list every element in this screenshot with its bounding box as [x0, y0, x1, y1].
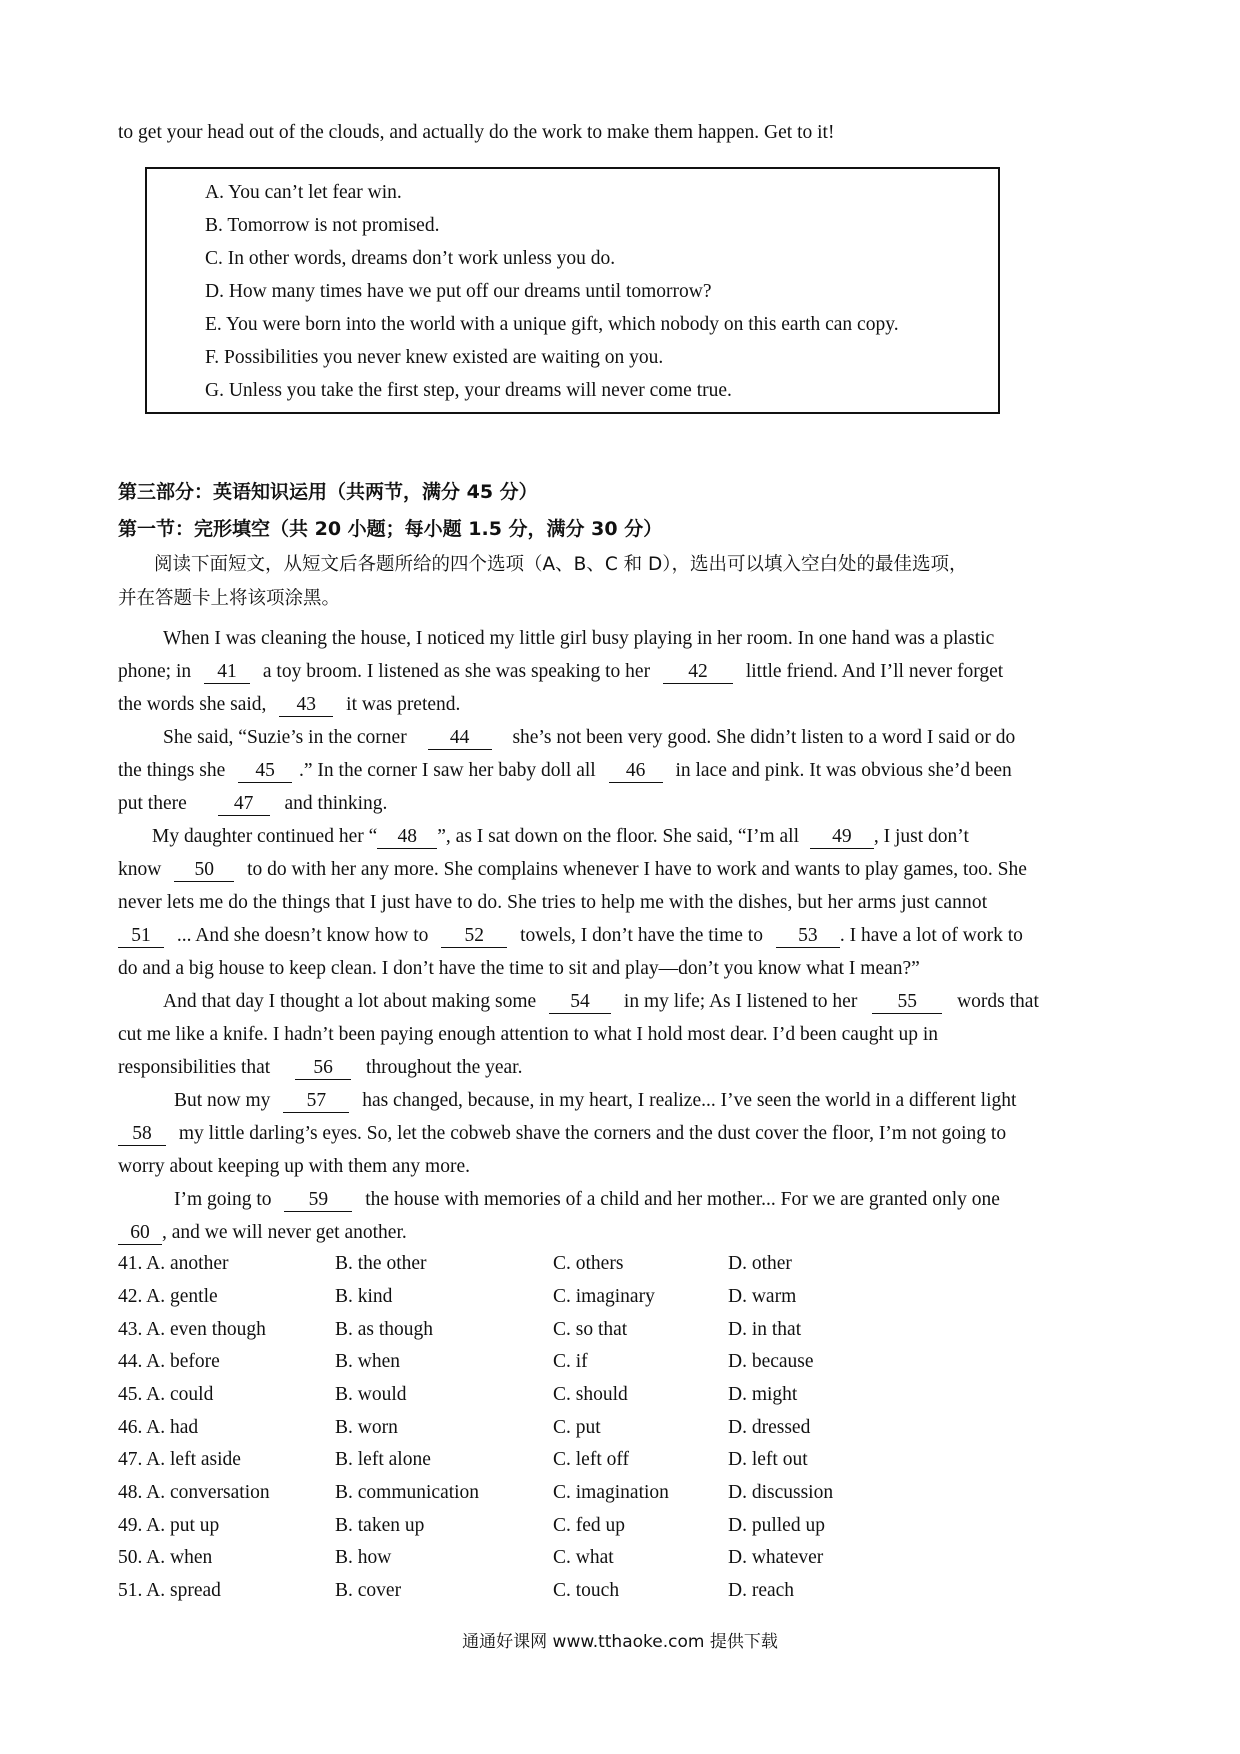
- passage-text: , and we will never get another.: [162, 1222, 407, 1243]
- passage-line: [118, 688, 1128, 721]
- passage-text: a toy broom. I listened as she was speaking to her: [262, 661, 651, 682]
- question-option-c: C. if: [553, 1351, 588, 1372]
- option-b: B. Tomorrow is not promised.: [205, 215, 440, 236]
- question-option-d: D. pulled up: [728, 1515, 825, 1536]
- question-option-d: D. left out: [728, 1449, 808, 1470]
- question-option-a: 46. A. had: [118, 1417, 199, 1438]
- passage-text: phone; in: [118, 661, 192, 682]
- passage-text: know: [118, 859, 162, 880]
- question-option-d: D. other: [728, 1253, 792, 1274]
- question-option-b: B. left alone: [335, 1449, 431, 1470]
- passage-text: she’s not been very good. She didn’t listen to a word I said or do: [512, 727, 1016, 748]
- question-option-d: D. warm: [728, 1286, 797, 1307]
- question-option-b: B. worn: [335, 1417, 398, 1438]
- passage-line: [118, 787, 1128, 820]
- question-option-d: D. dressed: [728, 1417, 811, 1438]
- blank-45: 45: [238, 760, 292, 783]
- passage-line: [152, 820, 1162, 853]
- passage-text: has changed, because, in my heart, I realize... I’ve seen the world in a different light: [362, 1090, 1017, 1111]
- question-option-a: 45. A. could: [118, 1384, 214, 1405]
- question-option-c: C. put: [553, 1417, 601, 1438]
- part3-heading: 第三部分：英语知识运用（共两节，满分 45 分）: [118, 481, 538, 503]
- passage-line: [118, 754, 1128, 787]
- passage-text: And that day I thought a lot about making some: [163, 991, 537, 1012]
- passage-line: [118, 1051, 1128, 1084]
- section1-heading: 第一节：完形填空（共 20 小题；每小题 1.5 分，满分 30 分）: [118, 518, 663, 540]
- passage-text: . I have a lot of work to: [839, 925, 1023, 946]
- question-option-c: C. touch: [553, 1580, 620, 1601]
- passage-line: [118, 1216, 1128, 1249]
- question-option-d: D. in that: [728, 1319, 802, 1340]
- blank-57: 57: [283, 1090, 349, 1113]
- passage-text: put there: [118, 793, 187, 814]
- blank-52: 52: [441, 925, 507, 948]
- passage-text: little friend. And I’ll never forget: [745, 661, 1004, 682]
- blank-53: 53: [776, 925, 840, 948]
- passage-text: in my life; As I listened to her: [623, 991, 858, 1012]
- question-option-a: 44. A. before: [118, 1351, 220, 1372]
- passage-line: When I was cleaning the house, I noticed my little girl busy playing in her room. In one hand was a plastic: [163, 628, 995, 649]
- question-option-a: 43. A. even though: [118, 1319, 266, 1340]
- question-option-b: B. taken up: [335, 1515, 425, 1536]
- question-option-c: C. imagination: [553, 1482, 669, 1503]
- passage-text: words that: [957, 991, 1039, 1012]
- passage-text: in lace and pink. It was obvious she’d been: [675, 760, 1012, 781]
- question-option-b: B. when: [335, 1351, 400, 1372]
- question-option-d: D. might: [728, 1384, 798, 1405]
- passage-line: do and a big house to keep clean. I don’t have the time to sit and play—don’t you know what I mean?”: [118, 958, 920, 979]
- question-option-b: B. kind: [335, 1286, 393, 1307]
- passage-text: My daughter continued her “: [152, 826, 378, 847]
- passage-text: ... And she doesn’t know how to: [176, 925, 429, 946]
- passage-line: worry about keeping up with them any more.: [118, 1156, 470, 1177]
- question-option-a: 49. A. put up: [118, 1515, 220, 1536]
- question-option-a: 50. A. when: [118, 1547, 213, 1568]
- blank-55: 55: [872, 991, 942, 1014]
- question-option-a: 48. A. conversation: [118, 1482, 270, 1503]
- option-g: G. Unless you take the first step, your dreams will never come true.: [205, 380, 732, 401]
- passage-text: throughout the year.: [365, 1057, 523, 1078]
- passage-line: [174, 1183, 1184, 1216]
- question-option-d: D. because: [728, 1351, 814, 1372]
- blank-51: 51: [118, 925, 164, 948]
- passage-line: [174, 1084, 1184, 1117]
- passage-text: the words she said,: [118, 694, 267, 715]
- passage-text: it was pretend.: [346, 694, 461, 715]
- question-option-c: C. others: [553, 1253, 624, 1274]
- passage-text: the house with memories of a child and her mother... For we are granted only one: [365, 1189, 1000, 1210]
- passage-text: I’m going to: [174, 1189, 272, 1210]
- blank-47: 47: [218, 793, 270, 816]
- option-c: C. In other words, dreams don’t work unless you do.: [205, 248, 616, 269]
- blank-46: 46: [609, 760, 663, 783]
- blank-48: 48: [377, 826, 437, 849]
- passage-text: ”, as I sat down on the floor. She said, “I’m all: [437, 826, 800, 847]
- instruction-line-1: 阅读下面短文，从短文后各题所给的四个选项（A、B、C 和 D），选出可以填入空白处的最佳选项，: [154, 554, 968, 575]
- passage-text: She said, “Suzie’s in the corner: [163, 727, 407, 748]
- question-option-a: 42. A. gentle: [118, 1286, 218, 1307]
- passage-text: But now my: [174, 1090, 271, 1111]
- passage-text: .” In the corner I saw her baby doll all: [299, 760, 596, 781]
- blank-49: 49: [810, 826, 874, 849]
- passage-line: [118, 853, 1128, 886]
- blank-60: 60: [118, 1222, 162, 1245]
- option-a: A. You can’t let fear win.: [205, 182, 402, 203]
- passage-line: [118, 655, 1128, 688]
- blank-50: 50: [174, 859, 234, 882]
- blank-43: 43: [279, 694, 333, 717]
- question-option-c: C. imaginary: [553, 1286, 655, 1307]
- question-option-b: B. would: [335, 1384, 407, 1405]
- blank-56: 56: [295, 1057, 351, 1080]
- passage-text: responsibilities that: [118, 1057, 271, 1078]
- blank-58: 58: [118, 1123, 166, 1146]
- passage-line: [163, 721, 1173, 754]
- question-option-c: C. so that: [553, 1319, 628, 1340]
- question-option-c: C. should: [553, 1384, 628, 1405]
- blank-59: 59: [284, 1189, 352, 1212]
- question-option-c: C. what: [553, 1547, 614, 1568]
- blank-42: 42: [663, 661, 733, 684]
- option-d: D. How many times have we put off our dreams until tomorrow?: [205, 281, 712, 302]
- passage-line: never lets me do the things that I just have to do. She tries to help me with the dishes, but her arms just cannot: [118, 892, 988, 913]
- instruction-line-2: 并在答题卡上将该项涂黑。: [118, 588, 341, 609]
- blank-44: 44: [428, 727, 492, 750]
- passage-line: [118, 1117, 1128, 1150]
- question-option-c: C. left off: [553, 1449, 630, 1470]
- question-option-a: 41. A. another: [118, 1253, 229, 1274]
- question-option-a: 51. A. spread: [118, 1580, 221, 1601]
- passage-ending-line: to get your head out of the clouds, and actually do the work to make them happen. Get to it!: [118, 122, 835, 143]
- question-option-a: 47. A. left aside: [118, 1449, 241, 1470]
- passage-text: to do with her any more. She complains whenever I have to work and wants to play games, too. She: [247, 859, 1027, 880]
- passage-text: towels, I don’t have the time to: [520, 925, 763, 946]
- question-option-c: C. fed up: [553, 1515, 626, 1536]
- question-option-b: B. communication: [335, 1482, 480, 1503]
- options-box: [145, 167, 1000, 414]
- blank-41: 41: [204, 661, 250, 684]
- option-f: F. Possibilities you never knew existed are waiting on you.: [205, 347, 664, 368]
- passage-text: and thinking.: [284, 793, 388, 814]
- passage-line: [163, 985, 1173, 1018]
- question-option-d: D. reach: [728, 1580, 795, 1601]
- question-option-d: D. whatever: [728, 1547, 824, 1568]
- question-option-d: D. discussion: [728, 1482, 834, 1503]
- question-option-b: B. cover: [335, 1580, 402, 1601]
- passage-line: cut me like a knife. I hadn’t been paying enough attention to what I hold most dear. I’d been caught up in: [118, 1024, 939, 1045]
- page-footer: 通通好课网 www.tthaoke.com 提供下载: [462, 1632, 778, 1652]
- passage-text: , I just don’t: [873, 826, 969, 847]
- blank-54: 54: [549, 991, 611, 1014]
- question-option-b: B. the other: [335, 1253, 427, 1274]
- question-option-b: B. how: [335, 1547, 392, 1568]
- passage-text: my little darling’s eyes. So, let the cobweb shave the corners and the dust cover the floor, I’m not going to: [178, 1123, 1007, 1144]
- passage-text: the things she: [118, 760, 226, 781]
- question-option-b: B. as though: [335, 1319, 434, 1340]
- passage-line: [118, 919, 1128, 952]
- option-e: E. You were born into the world with a unique gift, which nobody on this earth can copy.: [205, 314, 899, 335]
